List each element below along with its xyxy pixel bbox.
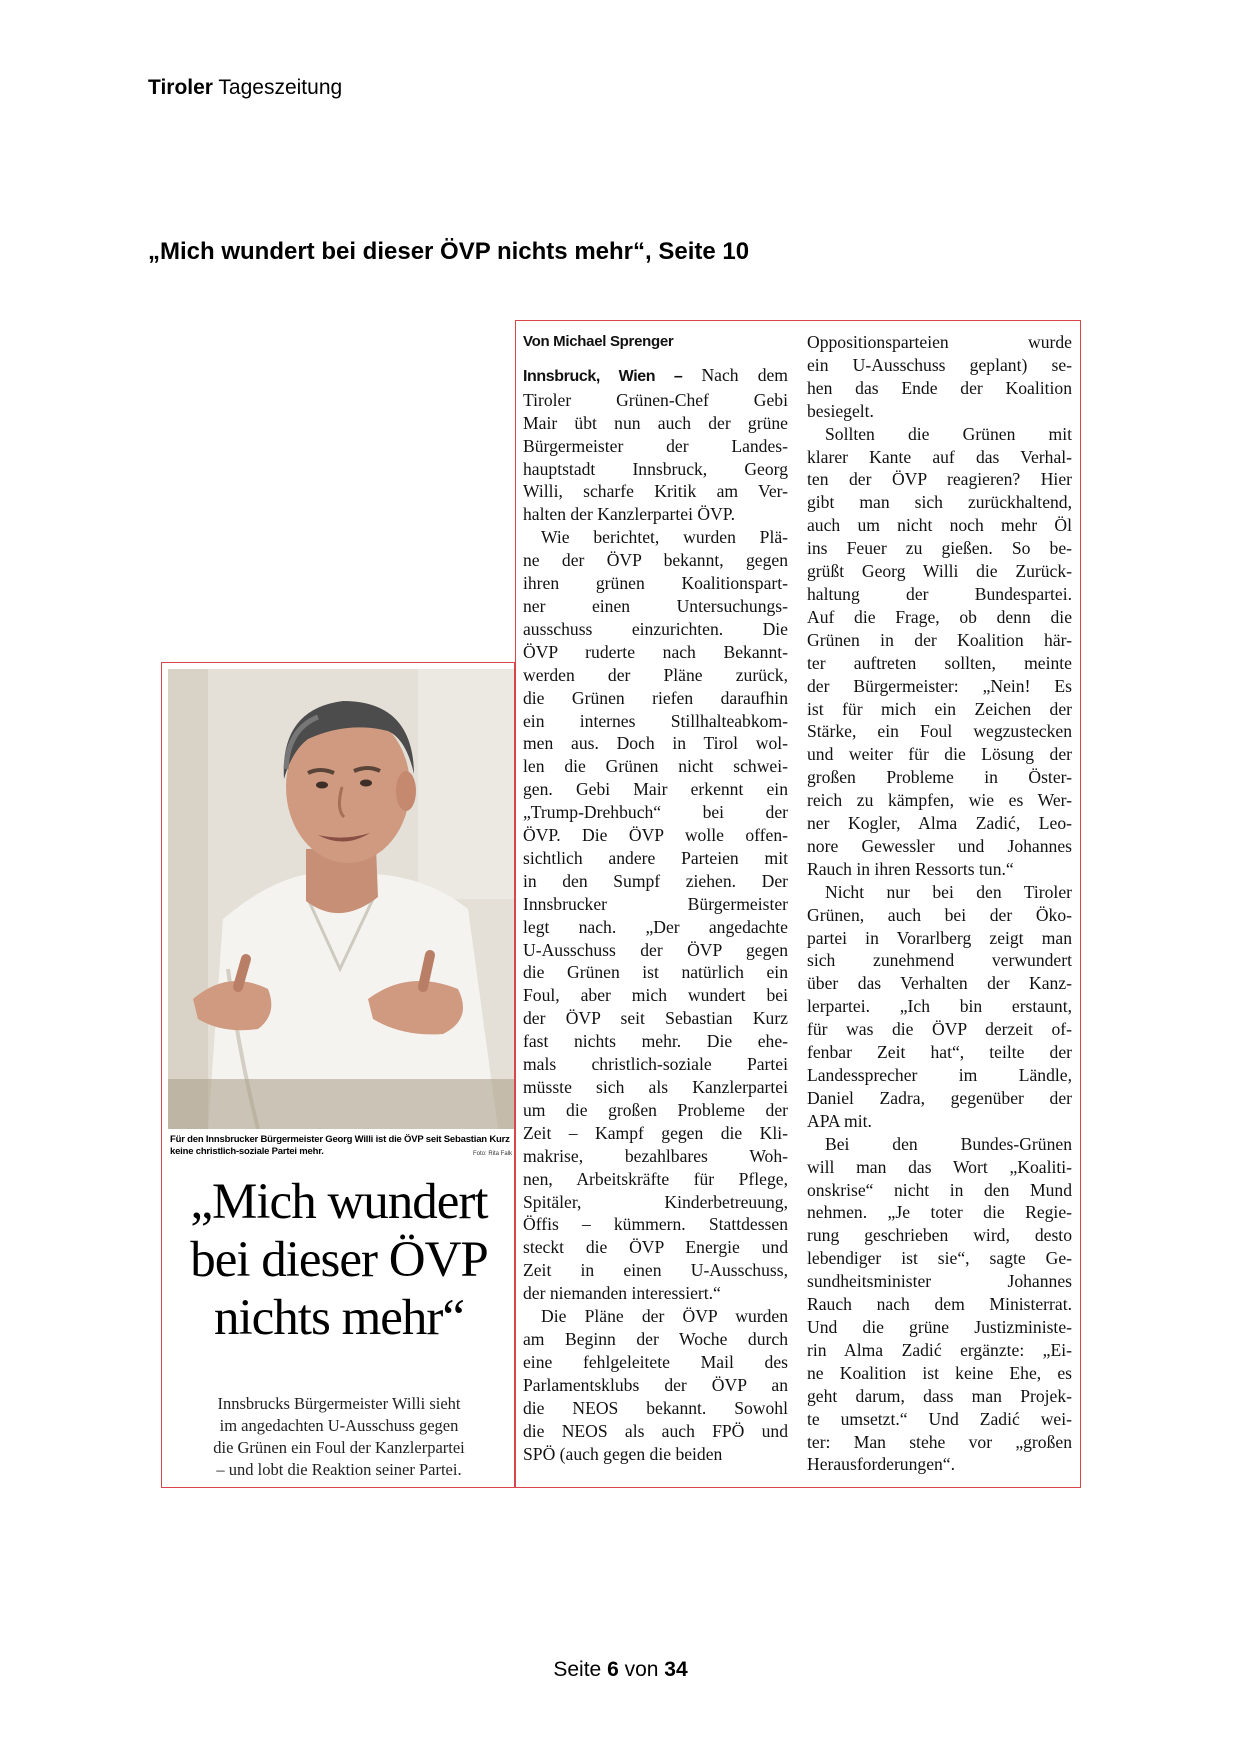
page-total: 34 [664,1658,688,1681]
article-line: sundheitsminister Johannes [807,1271,1072,1292]
article-line: die Grünen riefen daraufhin [523,687,788,708]
article-line: ein internes Stillhalteabkom- [523,710,788,731]
article-line: Grünen, auch bei der Öko- [807,904,1072,925]
photo-caption: Für den Innsbrucker Bürgermeister Georg Willi ist die ÖVP seit Sebastian Kurz keine christlich-soziale Partei mehr. [170,1134,510,1157]
article-line: onskrise“ nicht in den Mund [807,1179,1072,1200]
article-dateline: Innsbruck, Wien – [523,367,683,385]
article-line: die NEOS bekannt. Sowohl [523,1397,788,1418]
article-line: hauptstadt Innsbruck, Georg [523,458,788,479]
article-line: auch um nicht noch mehr Öl [807,515,1072,536]
article-line: Bei den Bundes-Grünen [825,1133,1072,1154]
article-line: über das Verhalten der Kanz- [807,973,1072,994]
article-line: ter: Man stehe vor „großen [807,1431,1072,1452]
article-line: mals christlich-soziale Partei [523,1054,788,1075]
article-line: müsste sich als Kanzlerpartei [523,1077,788,1097]
article-line: grüßt Georg Willi die Zurück- [807,561,1072,582]
article-line: Daniel Zadra, gegenüber der [807,1087,1072,1108]
article-line: te umsetzt.“ Und Zadić wei- [807,1408,1072,1429]
article-line: der ÖVP seit Sebastian Kurz [523,1008,788,1029]
article-line: hen das Ende der Koalition [807,377,1072,398]
article-column-2 [807,331,1072,1476]
page-number [0,1658,1241,1682]
article-line: fenbar Zeit hat“, teilte der [807,1042,1072,1063]
article-line: Mair übt nun auch der grüne [523,412,788,433]
photo-credit: Foto: Rita Falk [472,1151,512,1157]
newspaper-name [148,76,342,100]
article-line: für was die ÖVP derzeit of- [807,1019,1072,1040]
article-line: Innsbrucker Bürgermeister [523,893,788,914]
article-line: werden der Pläne zurück, [523,664,788,685]
article-line: legt nach. „Der angedachte [523,916,788,937]
article-line: am Beginn der Woche durch [523,1328,788,1349]
subhead-line: die Grünen ein Foul der Kanzlerpartei [213,1438,465,1457]
article-line: sich zunehmend verwundert [807,950,1072,971]
page-prefix: Seite [553,1658,608,1681]
article-line: ne der ÖVP bekannt, gegen [523,550,788,571]
article-line: rin Alma Zadić ergänzte: „Ei- [807,1339,1072,1360]
portrait-illustration [168,669,515,1129]
article-line: SPÖ (auch gegen die beiden [523,1443,723,1464]
article-line: halten der Kanzlerpartei ÖVP. [523,504,736,525]
article-line: Stärke, ein Foul wegzustecken [807,721,1072,742]
article-line: Foul, aber mich wundert bei [523,985,788,1006]
article-line: APA mit. [807,1110,872,1131]
article-line: sichtlich andere Parteien mit [523,847,788,868]
article-line: die Grünen ist natürlich ein [523,962,788,983]
article-line: großen Probleme in Öster- [807,767,1072,788]
article-line: ner einen Untersuchungs- [523,595,788,616]
article-line: U-Ausschuss der ÖVP gegen [523,939,788,960]
subhead-line: – und lobt die Reaktion seiner Partei. [216,1460,462,1479]
portrait-photo [168,669,515,1129]
article-line: lebendiger ist sie“, sagte Ge- [807,1248,1072,1269]
article-line: fast nichts mehr. Die ehe- [523,1031,788,1052]
article-line: klarer Kante auf das Verhal- [807,446,1072,467]
article-line: ten der ÖVP reagieren? Hier [807,469,1072,490]
article-line: Und die grüne Justizministe- [807,1316,1072,1337]
article-line: Nicht nur bei den Tiroler [825,881,1072,902]
newspaper-name-rest: Tageszeitung [212,76,343,99]
article-author: Von Michael Sprenger [523,333,674,350]
article-line: Zeit – Kampf gegen die Kli- [523,1122,788,1143]
article-title-line: nichts mehr“ [214,1290,464,1346]
article-line: ter auftreten sollten, meinte [807,652,1072,673]
article-line: nen, Arbeitskräfte für Pflege, [523,1168,788,1189]
article-line: Auf die Frage, ob denn die [807,606,1072,627]
article-line: Rauch nach dem Ministerrat. [807,1294,1072,1315]
article-line: steckt die ÖVP Energie und [523,1237,788,1258]
article-line: Grünen in der Koalition här- [807,629,1072,650]
page-middle: von [618,1658,665,1681]
article-line: gibt man sich zurückhaltend, [807,492,1072,513]
article-title-line: „Mich wundert [190,1174,488,1230]
article-line: Die Pläne der ÖVP wurden [541,1306,788,1327]
subhead-line: im angedachten U-Ausschuss gegen [219,1416,459,1435]
article-line: ne Koalition ist keine Ehe, es [807,1362,1072,1383]
article-reference-title: „Mich wundert bei dieser ÖVP nichts mehr“, Seite 10 [148,238,750,265]
article-line: Bürgermeister der Landes- [523,435,788,456]
article-line: ÖVP. Die ÖVP wolle offen- [523,825,788,846]
article-line: Öffis – kümmern. Stattdessen [523,1214,788,1235]
article-body [515,320,1081,1488]
article-line: ihren grünen Koalitionspart- [523,573,788,594]
article-line: Sollten die Grünen mit [825,423,1072,444]
article-line: ner Kogler, Alma Zadić, Leo- [807,813,1072,834]
article-line: makrise, bezahlbares Woh- [523,1145,788,1166]
article-line: „Trump-Drehbuch“ bei der [523,802,788,823]
article-line: um die großen Probleme der [523,1099,788,1120]
article-subhead [162,1393,515,1481]
article-line [523,364,788,389]
article-line: der Bürgermeister: „Nein! Es [807,675,1072,696]
article-line: haltung der Bundespartei. [807,583,1072,604]
article-line: ein U-Ausschuss geplant) se- [807,354,1072,375]
article-line: Willi, scharfe Kritik am Ver- [523,481,788,502]
page-current: 6 [607,1658,619,1681]
article-line: Spitäler, Kinderbetreuung, [523,1191,788,1212]
article-line: die NEOS als auch FPÖ und [523,1420,788,1441]
article-line: eine fehlgeleitete Mail des [523,1351,788,1372]
article-line: partei in Vorarlberg zeigt man [807,927,1072,948]
article-column-1 [523,331,788,1465]
article-line: Oppositionsparteien wurde [807,332,1072,352]
article-line: gen. Gebi Mair erkennt ein [523,779,788,800]
article-line: men aus. Doch in Tirol wol- [523,733,788,754]
article-line: ÖVP ruderte nach Bekannt- [523,641,788,662]
article-line: Landessprecher im Ländle, [807,1065,1072,1085]
article-line: len die Grünen nicht schwei- [523,756,788,777]
article-line: reich zu kämpfen, wie es Wer- [807,790,1072,811]
article-line: in den Sumpf ziehen. Der [523,870,788,891]
photo-panel [161,662,515,1488]
article-line: rung geschrieben wird, desto [807,1225,1072,1246]
article-line: ausschuss einzurichten. Die [523,618,788,639]
article-line: Tiroler Grünen-Chef Gebi [523,389,788,410]
article-line-text: Nach dem [682,364,788,385]
article-line: Herausforderungen“. [807,1454,956,1475]
article-line: und weiter für die Lösung der [807,744,1072,765]
article-line: geht darum, dass man Projek- [807,1385,1072,1406]
article-line: Wie berichtet, wurden Plä- [541,527,788,548]
article-line: Parlamentsklubs der ÖVP an [523,1374,788,1395]
article-line: nore Gewessler und Johannes [807,835,1072,856]
article-line: lerpartei. „Ich bin erstaunt, [807,996,1072,1017]
article-line: ist für mich ein Zeichen der [807,698,1072,719]
article-line: besiegelt. [807,400,874,421]
article-line: will man das Wort „Koaliti- [807,1156,1072,1177]
article-title-line: bei dieser ÖVP [190,1232,488,1288]
subhead-line: Innsbrucks Bürgermeister Willi sieht [217,1394,461,1413]
article-line: der niemanden interessiert.“ [523,1283,721,1304]
article-line: nehmen. „Je toter die Regie- [807,1202,1072,1223]
article-line: Zeit in einen U-Ausschuss, [523,1260,788,1281]
article-line: ins Feuer zu gießen. So be- [807,538,1072,559]
article-title [162,1173,515,1347]
article-line: Rauch in ihren Ressorts tun.“ [807,858,1014,879]
newspaper-name-bold: Tiroler [148,76,213,99]
